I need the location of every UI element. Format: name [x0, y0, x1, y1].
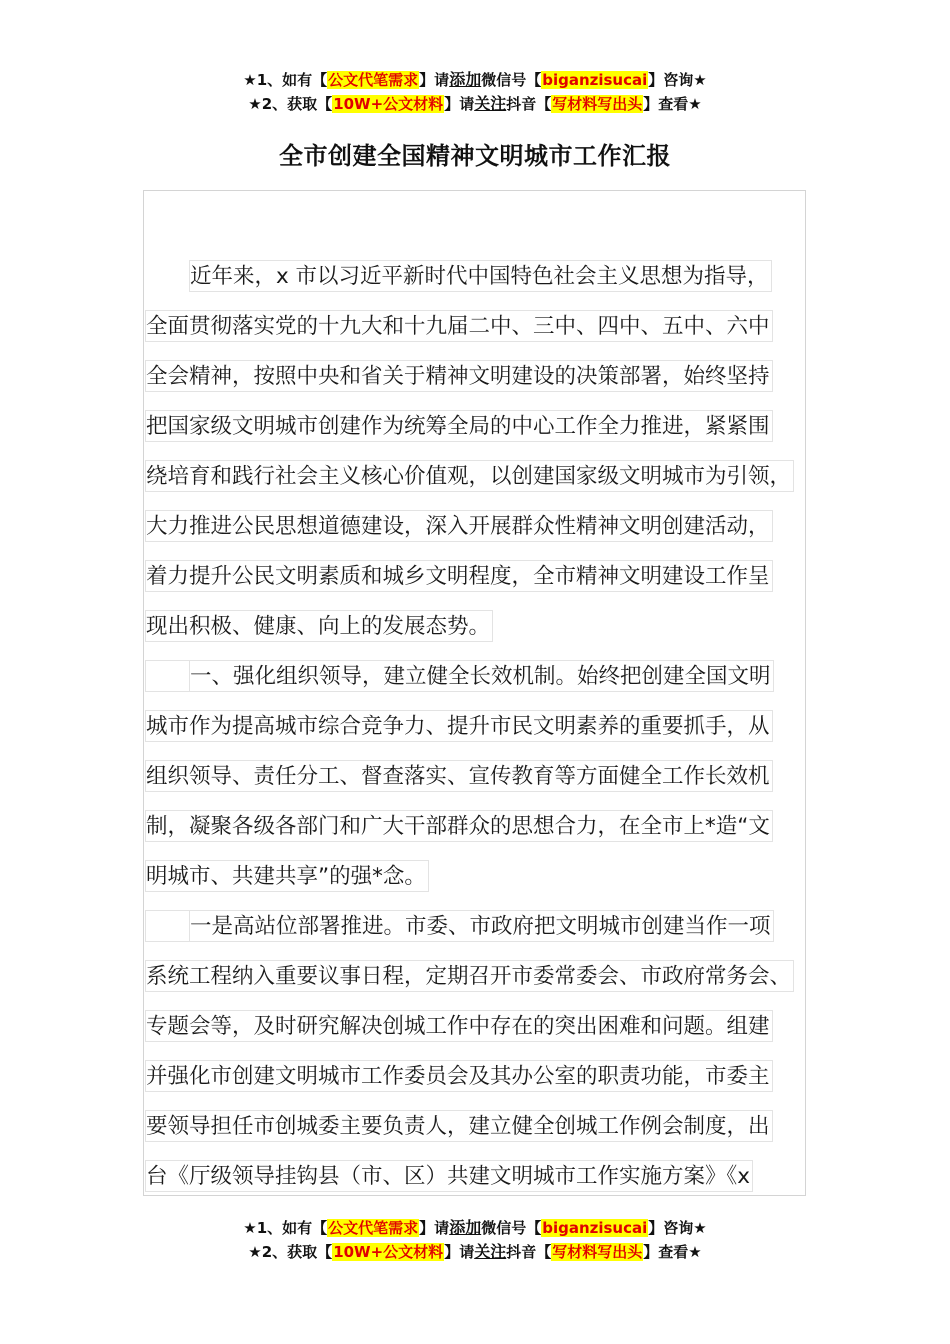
text-line: [145, 552, 820, 602]
text-line: [145, 302, 820, 352]
paragraph-line: 大力推进公民思想道德建设，深入开展群众性精神文明创建活动，: [145, 510, 773, 542]
paragraph-line: 专题会等，及时研究解决创城工作中存在的突出困难和问题。组建: [145, 1010, 773, 1042]
banner-text: 】请: [419, 71, 450, 89]
paragraph-line: 把国家级文明城市创建作为统筹全局的中心工作全力推进，紧紧围: [145, 410, 773, 442]
paragraph-line: 绕培育和践行社会主义核心价值观，以创建国家级文明城市为引领，: [145, 460, 794, 492]
banner-text: 】查看★: [643, 95, 702, 113]
paragraph-line: 全面贯彻落实党的十九大和十九届二中、三中、四中、五中、六中: [145, 310, 773, 342]
banner-text: 】咨询★: [648, 71, 707, 89]
text-line: [145, 802, 820, 852]
text-line: [145, 402, 820, 452]
paragraph-line: 现出积极、健康、向上的发展态势。: [145, 610, 493, 642]
highlight-wechat-id: biganzisucai: [542, 1219, 648, 1237]
text-line: [145, 352, 820, 402]
text-line: [145, 452, 820, 502]
text-line: [145, 652, 820, 702]
indent-marker: [145, 660, 189, 692]
banner-line-1: [0, 1216, 950, 1240]
paragraph-line: 组织领导、责任分工、督查落实、宣传教育等方面健全工作长效机: [145, 760, 773, 792]
banner-line-2: [0, 92, 950, 116]
banner-text: 微信号【: [481, 1219, 542, 1237]
highlight-douyin-account: 写材料写出头: [552, 95, 643, 113]
highlight-service: 公文代笔需求: [328, 1219, 419, 1237]
banner-text: 】请: [419, 1219, 450, 1237]
banner-emphasis: 关注: [474, 94, 507, 113]
highlight-douyin-account: 写材料写出头: [552, 1243, 643, 1261]
banner-line-2: [0, 1240, 950, 1264]
section-heading-line: 一、强化组织领导，建立健全长效机制。始终把创建全国文明: [189, 660, 774, 692]
bottom-banner: [0, 1216, 950, 1264]
subsection-line: 一是高站位部署推进。市委、市政府把文明城市创建当作一项: [189, 910, 774, 942]
text-line: [145, 752, 820, 802]
banner-line-1: [0, 68, 950, 92]
text-line: [145, 1102, 820, 1152]
banner-emphasis: 关注: [474, 1242, 507, 1261]
banner-text: 】请: [444, 1243, 475, 1261]
highlight-materials: 10W+公文材料: [333, 1243, 444, 1261]
text-line: [145, 252, 820, 302]
document-title: 全市创建全国精神文明城市工作汇报: [279, 142, 671, 170]
text-line: [145, 1052, 820, 1102]
paragraph-line: 并强化市创建文明城市工作委员会及其办公室的职责功能，市委主: [145, 1060, 773, 1092]
text-line: [145, 702, 820, 752]
indent-marker: [145, 910, 189, 942]
text-line: [145, 602, 820, 652]
text-line: [145, 1002, 820, 1052]
text-line: [145, 1152, 820, 1202]
paragraph-line: 着力提升公民文明素质和城乡文明程度，全市精神文明建设工作呈: [145, 560, 773, 592]
text-line: [145, 902, 820, 952]
banner-text: ★1、如有【: [243, 1219, 328, 1237]
banner-emphasis: 添加: [449, 1218, 482, 1237]
document-body: [145, 252, 820, 1202]
paragraph-line: 全会精神，按照中央和省关于精神文明建设的决策部署，始终坚持: [145, 360, 773, 392]
paragraph-line: 系统工程纳入重要议事日程，定期召开市委常委会、市政府常务会、: [145, 960, 794, 992]
text-line: [145, 852, 820, 902]
banner-text: 】查看★: [643, 1243, 702, 1261]
paragraph-line: 近年来，x 市以习近平新时代中国特色社会主义思想为指导，: [189, 260, 772, 292]
banner-text: 抖音【: [506, 1243, 552, 1261]
highlight-wechat-id: biganzisucai: [542, 71, 648, 89]
banner-text: 微信号【: [481, 71, 542, 89]
banner-text: ★1、如有【: [243, 71, 328, 89]
banner-text: 】请: [444, 95, 475, 113]
top-banner: [0, 68, 950, 116]
banner-text: 抖音【: [506, 95, 552, 113]
paragraph-line: 城市作为提高城市综合竞争力、提升市民文明素养的重要抓手，从: [145, 710, 773, 742]
highlight-materials: 10W+公文材料: [333, 95, 444, 113]
highlight-service: 公文代笔需求: [328, 71, 419, 89]
banner-text: ★2、获取【: [248, 1243, 333, 1261]
text-line: [145, 502, 820, 552]
banner-text: 】咨询★: [648, 1219, 707, 1237]
paragraph-line: 明城市、共建共享”的强*念。: [145, 860, 429, 892]
paragraph-line: 制，凝聚各级各部门和广大干部群众的思想合力，在全市上*造“文: [145, 810, 773, 842]
paragraph-line: 要领导担任市创城委主要负责人，建立健全创城工作例会制度，出: [145, 1110, 773, 1142]
banner-emphasis: 添加: [449, 70, 482, 89]
paragraph-line: 台《厅级领导挂钩县（市、区）共建文明城市工作实施方案》《x: [145, 1160, 753, 1192]
banner-text: ★2、获取【: [248, 95, 333, 113]
text-line: [145, 952, 820, 1002]
